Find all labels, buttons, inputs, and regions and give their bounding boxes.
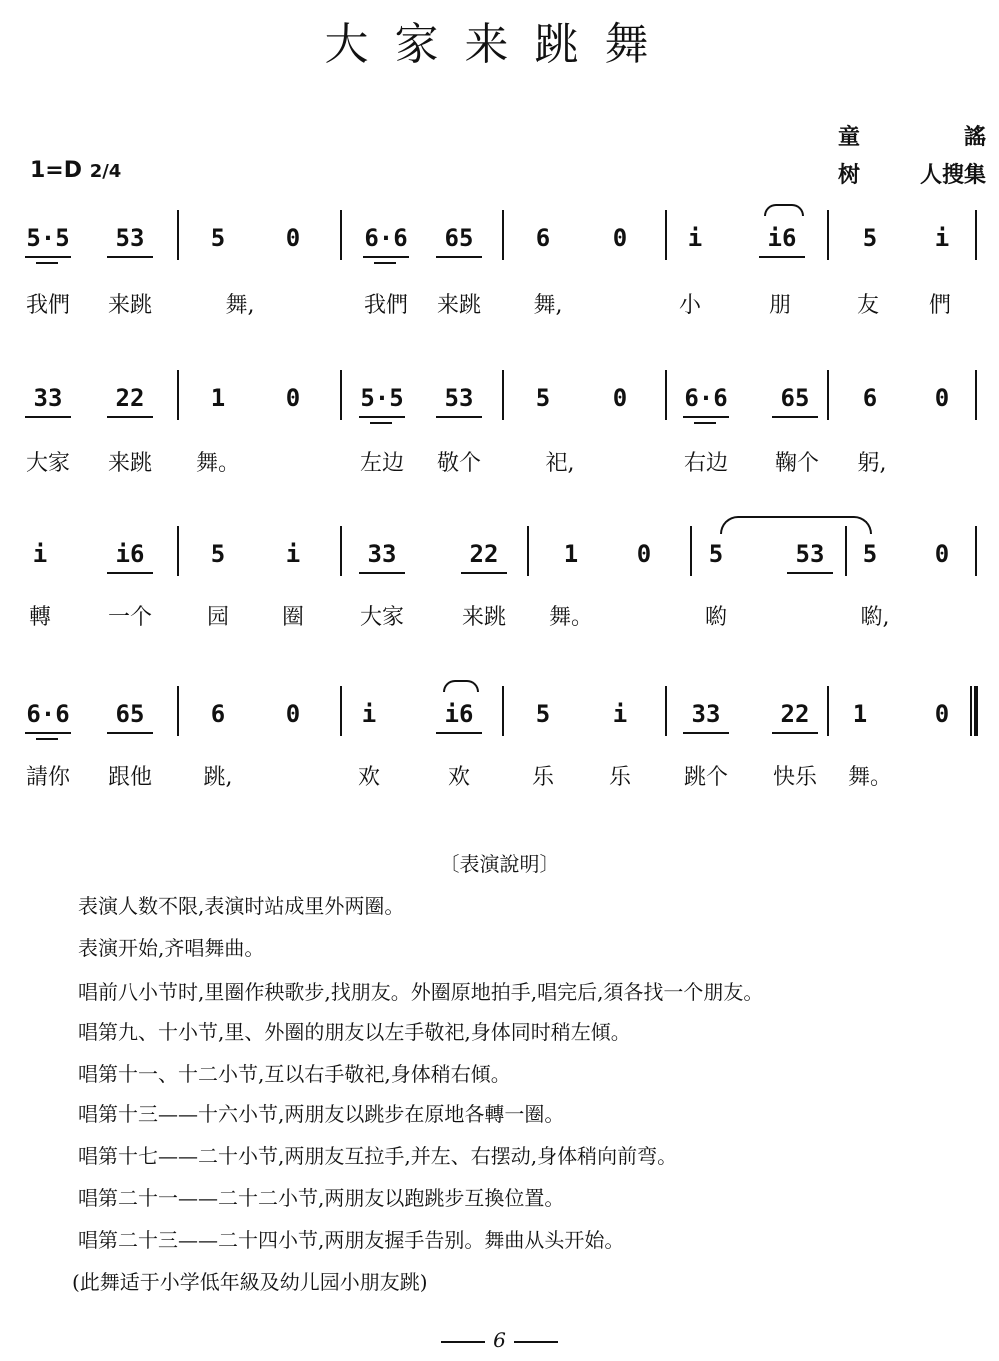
beam-line	[683, 416, 729, 418]
lyric-word: 一个	[107, 605, 153, 630]
beam-line	[363, 256, 409, 258]
note-group: 22	[780, 700, 810, 728]
slur	[764, 204, 804, 216]
note-group: 0	[285, 224, 301, 252]
lyric-word: 快乐	[772, 765, 818, 790]
credit-genre-b: 謠	[963, 125, 986, 150]
beam-line	[436, 256, 482, 258]
note-group: 33	[33, 384, 63, 412]
barline	[975, 210, 977, 260]
instruction-line: 唱第十一、十二小节,互以右手敬祀,身体稍右傾。	[78, 1062, 511, 1086]
beam-line	[436, 416, 482, 418]
credit-genre-a: 童	[838, 125, 861, 150]
beam-line	[370, 422, 392, 424]
beam-line	[107, 732, 153, 734]
lyric-row	[0, 600, 999, 632]
note-group: 53	[444, 384, 474, 412]
lyric-word: 喲	[704, 605, 728, 630]
beam-line	[787, 572, 833, 574]
beam-line	[107, 256, 153, 258]
beam-line	[683, 732, 729, 734]
lyric-word: 小	[678, 293, 702, 318]
note-group: i	[687, 224, 703, 252]
lyric-word: 友	[856, 293, 880, 318]
instruction-line: 表演开始,齐唱舞曲。	[78, 936, 265, 960]
instruction-line: 唱第九、十小节,里、外圈的朋友以左手敬祀,身体同时稍左傾。	[78, 1020, 631, 1044]
note-group: 6·6	[26, 700, 70, 728]
lyric-word: 圈	[281, 605, 305, 630]
barline	[502, 210, 504, 260]
page-number	[0, 1328, 999, 1352]
note-group: 6·6	[684, 384, 728, 412]
barline	[665, 210, 667, 260]
lyric-word: 来跳	[107, 451, 153, 476]
note-group: 5	[535, 700, 551, 728]
lyric-word: 祀,	[545, 451, 575, 476]
note-group: 1	[210, 384, 226, 412]
page-number-text: 6	[493, 1328, 506, 1352]
note-group: 5·5	[26, 224, 70, 252]
lyric-row	[0, 288, 999, 320]
beam-line	[461, 572, 507, 574]
barline	[177, 210, 179, 260]
note-group: 1	[563, 540, 579, 568]
lyric-word: 欢	[357, 765, 381, 790]
note-group: i6	[767, 224, 797, 252]
lyric-word: 跟他	[107, 765, 153, 790]
barline	[502, 370, 504, 420]
instruction-line: 唱第十三——十六小节,两朋友以跳步在原地各轉一圈。	[78, 1102, 565, 1126]
beam-line	[694, 422, 716, 424]
barline	[827, 370, 829, 420]
note-group: 33	[691, 700, 721, 728]
lyric-word: 园	[206, 605, 230, 630]
lyric-word: 来跳	[107, 293, 153, 318]
note-group: 0	[934, 384, 950, 412]
instruction-line: 唱前八小节时,里圈作秧歌步,找朋友。外圈原地拍手,唱完后,須各找一个朋友。	[78, 980, 764, 1004]
lyric-word: 躬,	[857, 451, 887, 476]
lyric-word: 右边	[683, 451, 729, 476]
song-title: 大家来跳舞	[324, 19, 675, 70]
note-group: 6	[535, 224, 551, 252]
lyric-word: 請你	[25, 765, 71, 790]
barline	[177, 686, 179, 736]
time-signature: 2/4	[89, 161, 122, 182]
instruction-line: 唱第二十三——二十四小节,两朋友握手告别。舞曲从头开始。	[78, 1228, 625, 1252]
credit-genre	[838, 120, 986, 151]
lyric-word: 舞。	[548, 605, 594, 630]
lyric-row	[0, 760, 999, 792]
slur	[443, 680, 479, 692]
note-group: i6	[444, 700, 474, 728]
barline	[970, 686, 972, 736]
beam-line	[359, 416, 405, 418]
barline	[340, 526, 342, 576]
lyric-word: 欢	[447, 765, 471, 790]
instruction-line: 表演人数不限,表演时站成里外两圈。	[78, 894, 405, 918]
lyric-word: 舞,	[225, 293, 255, 318]
credit-collector-a: 树	[838, 163, 861, 188]
instruction-line: (此舞适于小学低年級及幼儿园小朋友跳)	[72, 1270, 428, 1294]
barline	[340, 686, 342, 736]
note-group: 6·6	[364, 224, 408, 252]
lyric-word: 我們	[363, 293, 409, 318]
note-group: 0	[636, 540, 652, 568]
barline	[827, 686, 829, 736]
barline	[975, 370, 977, 420]
performance-heading: 〔表演說明〕	[439, 852, 560, 876]
note-group: 6	[862, 384, 878, 412]
beam-line	[107, 572, 153, 574]
note-group: i	[361, 700, 377, 728]
note-group: 22	[469, 540, 499, 568]
beam-line	[772, 732, 818, 734]
note-group: 0	[285, 384, 301, 412]
beam-line	[772, 416, 818, 418]
note-group: 33	[367, 540, 397, 568]
beam-line	[374, 262, 396, 264]
beam-line	[359, 572, 405, 574]
note-group: i	[612, 700, 628, 728]
lyric-word: 朋	[768, 293, 792, 318]
barline	[177, 370, 179, 420]
note-group: 6	[210, 700, 226, 728]
note-group: 0	[285, 700, 301, 728]
note-group: i	[32, 540, 48, 568]
page-dash-left	[441, 1341, 485, 1343]
lyric-word: 們	[928, 293, 952, 318]
note-group: 5	[210, 540, 226, 568]
note-group: i6	[115, 540, 145, 568]
barline	[827, 210, 829, 260]
lyric-word: 大家	[25, 451, 71, 476]
note-group: 22	[115, 384, 145, 412]
page-dash-right	[514, 1341, 558, 1343]
credit-collector	[838, 158, 986, 189]
barline	[527, 526, 529, 576]
note-group: 53	[795, 540, 825, 568]
note-group: 5	[862, 224, 878, 252]
beam-line	[36, 262, 58, 264]
note-group: 5	[210, 224, 226, 252]
barline	[975, 526, 977, 576]
note-group: 0	[934, 700, 950, 728]
beam-line	[25, 732, 71, 734]
barline	[665, 370, 667, 420]
note-group: 5	[862, 540, 878, 568]
note-group: 65	[115, 700, 145, 728]
lyric-word: 舞。	[195, 451, 241, 476]
beam-line	[25, 256, 71, 258]
barline	[340, 370, 342, 420]
key-signature	[30, 158, 121, 183]
barline	[690, 526, 692, 576]
note-group: 5	[708, 540, 724, 568]
barline	[340, 210, 342, 260]
note-group: 53	[115, 224, 145, 252]
lyric-word: 我們	[25, 293, 71, 318]
lyric-word: 轉	[28, 605, 52, 630]
lyric-word: 舞。	[847, 765, 893, 790]
instruction-line: 唱第十七——二十小节,两朋友互拉手,并左、右摆动,身体稍向前弯。	[78, 1144, 678, 1168]
beam-line	[436, 732, 482, 734]
barline	[502, 686, 504, 736]
final-barline	[974, 686, 978, 736]
note-group: 0	[934, 540, 950, 568]
lyric-word: 喲,	[860, 605, 890, 630]
lyric-word: 乐	[608, 765, 632, 790]
lyric-word: 来跳	[461, 605, 507, 630]
slur	[720, 516, 872, 534]
note-group: 65	[444, 224, 474, 252]
credit-collector-b: 人搜集	[919, 163, 986, 188]
lyric-word: 跳个	[683, 765, 729, 790]
note-group: i	[934, 224, 950, 252]
lyric-word: 大家	[359, 605, 405, 630]
beam-line	[759, 256, 805, 258]
barline	[177, 526, 179, 576]
lyric-word: 舞,	[533, 293, 563, 318]
lyric-row	[0, 446, 999, 478]
note-group: i	[285, 540, 301, 568]
note-group: 0	[612, 384, 628, 412]
note-group: 65	[780, 384, 810, 412]
lyric-word: 来跳	[436, 293, 482, 318]
beam-line	[25, 416, 71, 418]
lyric-word: 乐	[531, 765, 555, 790]
key-text: 1=D	[30, 158, 83, 183]
lyric-word: 左边	[359, 451, 405, 476]
beam-line	[36, 738, 58, 740]
note-group: 1	[852, 700, 868, 728]
note-group: 5·5	[360, 384, 404, 412]
lyric-word: 敬个	[436, 451, 482, 476]
lyric-word: 鞠个	[774, 451, 820, 476]
barline	[665, 686, 667, 736]
note-group: 0	[612, 224, 628, 252]
instruction-line: 唱第二十一——二十二小节,两朋友以跑跳步互換位置。	[78, 1186, 565, 1210]
lyric-word: 跳,	[203, 765, 233, 790]
note-group: 5	[535, 384, 551, 412]
beam-line	[107, 416, 153, 418]
